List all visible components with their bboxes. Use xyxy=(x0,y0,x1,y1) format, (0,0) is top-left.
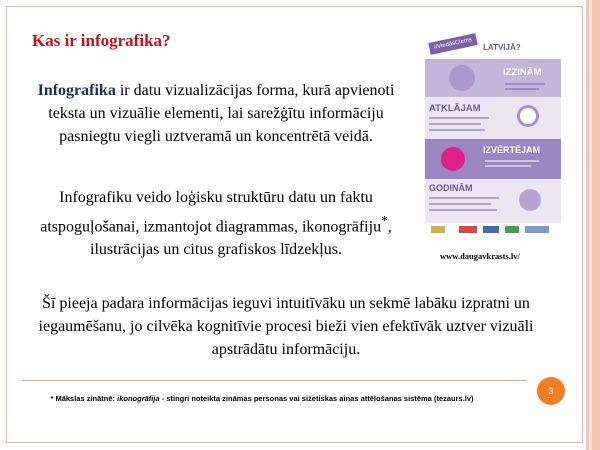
magnifier-icon xyxy=(517,105,539,127)
infographic-image xyxy=(425,32,561,236)
definition-text: ir datu vizualizācijas forma, kurā apvienoti teksta un vizuālie elementi, lai sarežģītu informāciju pasniegtu viegli uztveramā un koncentrētā veidā. xyxy=(48,82,395,145)
hashtag-label: #ViedāsCiems xyxy=(428,33,477,55)
footer-divider xyxy=(22,380,527,381)
person-icon xyxy=(449,65,475,91)
infographic-section-3: IZVĒRTĒJAM xyxy=(425,139,561,179)
footnote: * Mākslas zinātnē: ikonogrāfija - stingri noteikta zināmas personas vai sižetiskas ainas attēlošanas sistēma (tezaurs.lv) xyxy=(50,394,474,403)
benefit-paragraph: Šī pieeja padara informācijas ieguvi intuitīvāku un sekmē labāku izpratni un iegaumēšanu, jo cilvēka kognitīvie procesi bieži vien efektīvāk uztver vizuāli apstrādātu informāciju. xyxy=(38,295,534,358)
slide-title: Kas ir infografika? xyxy=(32,31,171,50)
image-source: www.daugavkrasts.lv/ xyxy=(440,251,520,261)
structure-text-a: Infografiku veido loģisku struktūru datu un faktu atspoguļošanai, izmantojot diagrammas, ikonogrāfiju xyxy=(40,189,382,236)
infographic-section-1: IZZINĀM xyxy=(425,59,561,97)
structure-text-b: , ilustrācijas un citus grafiskos līdzekļus. xyxy=(90,218,392,259)
infographic-question: LATVIJĀ? xyxy=(483,43,521,52)
sponsor-logos xyxy=(425,223,561,236)
checklist-icon xyxy=(441,147,465,171)
footnote-marker: * xyxy=(381,213,388,228)
infographic-section-2: ATKLĀJAM xyxy=(425,97,561,139)
structure-paragraph xyxy=(30,186,402,261)
footnote-term: ikonogrāfija xyxy=(117,394,160,403)
infographic-section-4: GODINĀM xyxy=(425,179,561,223)
page-number-badge: 3 xyxy=(537,377,565,405)
trophy-icon xyxy=(519,189,541,211)
definition-term: Infografika xyxy=(37,82,116,99)
right-edge-stripe xyxy=(586,0,600,450)
definition-paragraph xyxy=(30,79,402,148)
